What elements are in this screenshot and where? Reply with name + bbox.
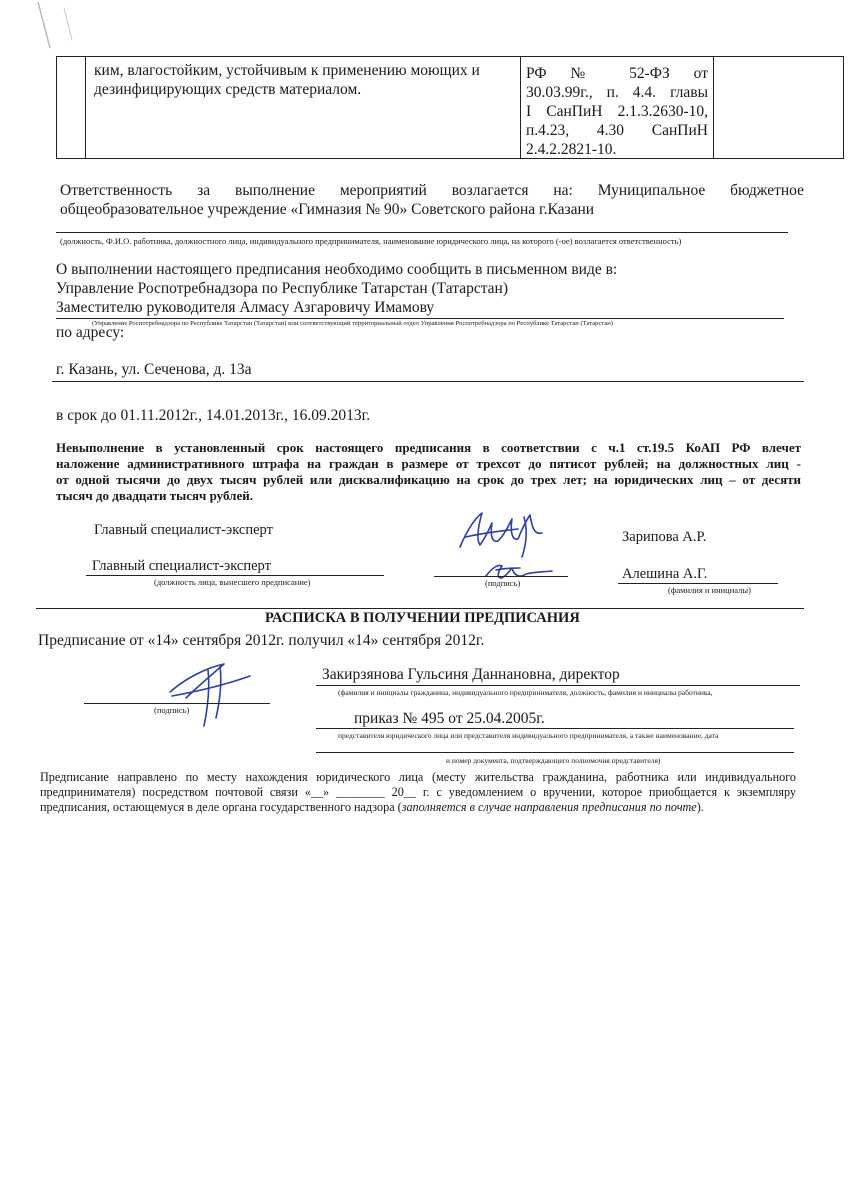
order: приказ № 495 от 25.04.2005г. bbox=[354, 710, 545, 727]
caption-recipient: (фамилия и инициалы гражданина, индивидуального предпринимателя, должность, фамилия и инициалы работника, bbox=[338, 688, 713, 697]
caption-name: (фамилия и инициалы) bbox=[668, 585, 751, 595]
responsibility-line2: общеобразовательное учреждение «Гимназия № 90» Советского района г.Казани bbox=[60, 201, 595, 218]
warning-line: тысяч до двадцати тысяч рублей. bbox=[56, 488, 253, 503]
mail-line bbox=[40, 800, 796, 815]
responsibility-line1: Ответственность за выполнение мероприятий возлагается на: Муниципальное бюджетное bbox=[60, 182, 804, 199]
name-2: Алешина А.Г. bbox=[622, 566, 708, 582]
name-1: Зарипова А.Р. bbox=[622, 529, 707, 545]
basis-line: I СанПиН 2.1.3.2630-10, bbox=[526, 103, 708, 120]
basis-line: 30.03.99г., п. 4.4. главы bbox=[526, 84, 708, 101]
position-2: Главный специалист-эксперт bbox=[92, 558, 271, 574]
table-basis-cell bbox=[526, 64, 708, 159]
signature-3 bbox=[164, 656, 264, 736]
notify-person: Заместителю руководителя Алмасу Азгаровичу Имамову bbox=[56, 299, 435, 316]
address: г. Казань, ул. Сеченова, д. 13а bbox=[56, 361, 252, 378]
signature-1 bbox=[452, 505, 562, 565]
basis-line: п.4.23, 4.30 СанПиН bbox=[526, 122, 708, 139]
table-requirement-cell: ким, влагостойким, устойчивым к применению моющих и дезинфицирующих средств материалом. bbox=[94, 62, 480, 98]
caption-rep: представителя юридического лица или представителя индивидуального предпринимателя, а также наименование, дата bbox=[338, 731, 719, 740]
warning-line: наложение административного штрафа на граждан в размере от трехсот до пятисот рублей; на должностных лиц - bbox=[56, 456, 801, 471]
notify-caption: (Управление Роспотребнадзора по Республике Татарстан (Татарстан) или соответствующий территориальный отдел Управления Роспотребнадзора по Республике Татарстан (Татарстан) bbox=[92, 320, 613, 327]
basis-line: 2.4.2.2821-10. bbox=[526, 141, 617, 158]
mail-line: Предписание направлено по месту нахождения юридического лица (месту жительства гражданина, работника или индивидуального bbox=[40, 770, 796, 784]
receipt-caption-sign: (подпись) bbox=[154, 705, 190, 715]
warning-line: Невыполнение в установленный срок настоящего предписания в соответствии с ч.1 ст.19.5 КоАП РФ влечет bbox=[56, 440, 801, 455]
notify-org: Управление Роспотребнадзора по Республике Татарстан (Татарстан) bbox=[56, 280, 509, 297]
address-label: по адресу: bbox=[56, 324, 125, 341]
notify-intro: О выполнении настоящего предписания необходимо сообщить в письменном виде в: bbox=[56, 261, 618, 278]
warning-text bbox=[56, 440, 801, 504]
mail-line-end: ). bbox=[696, 800, 704, 814]
deadline: в срок до 01.11.2012г., 14.01.2013г., 16.09.2013г. bbox=[56, 407, 371, 424]
mail-line-start: предписания, остающемуся в деле органа государственного надзора ( bbox=[40, 800, 402, 814]
mail-line-italic: заполняется в случае направления предписания по почте bbox=[401, 800, 697, 814]
caption-doc: и номер документа, подтверждающего полномочия представителя) bbox=[446, 756, 661, 765]
responsibility-caption: (должность, Ф.И.О. работника, должностного лица, индивидуального предпринимателя, наименование юридического лица, на которого (-ое) возлагается ответственность) bbox=[60, 236, 682, 246]
scan-mark bbox=[0, 0, 80, 70]
receipt-line: Предписание от «14» сентября 2012г. получил «14» сентября 2012г. bbox=[38, 632, 485, 649]
caption-sign: (подпись) bbox=[485, 578, 521, 588]
warning-line: от одной тысячи до двух тысяч рублей или дисквалификацию на срок до трех лет; на юридических лиц – от десяти bbox=[56, 472, 801, 487]
basis-line: РФ № 52-ФЗ от bbox=[526, 65, 708, 82]
mail-note bbox=[40, 770, 796, 815]
recipient: Закирзянова Гульсиня Даннановна, директор bbox=[322, 666, 620, 683]
mail-line: предпринимателя) посредством почтовой связи «__» ________ 20__ г. с уведомлением о вручении, которое приобщается к экземпляру bbox=[40, 785, 796, 799]
receipt-title: РАСПИСКА В ПОЛУЧЕНИИ ПРЕДПИСАНИЯ bbox=[265, 610, 580, 626]
caption-position: (должность лица, вынесшего предписание) bbox=[154, 577, 311, 587]
position-1: Главный специалист-эксперт bbox=[94, 522, 273, 538]
